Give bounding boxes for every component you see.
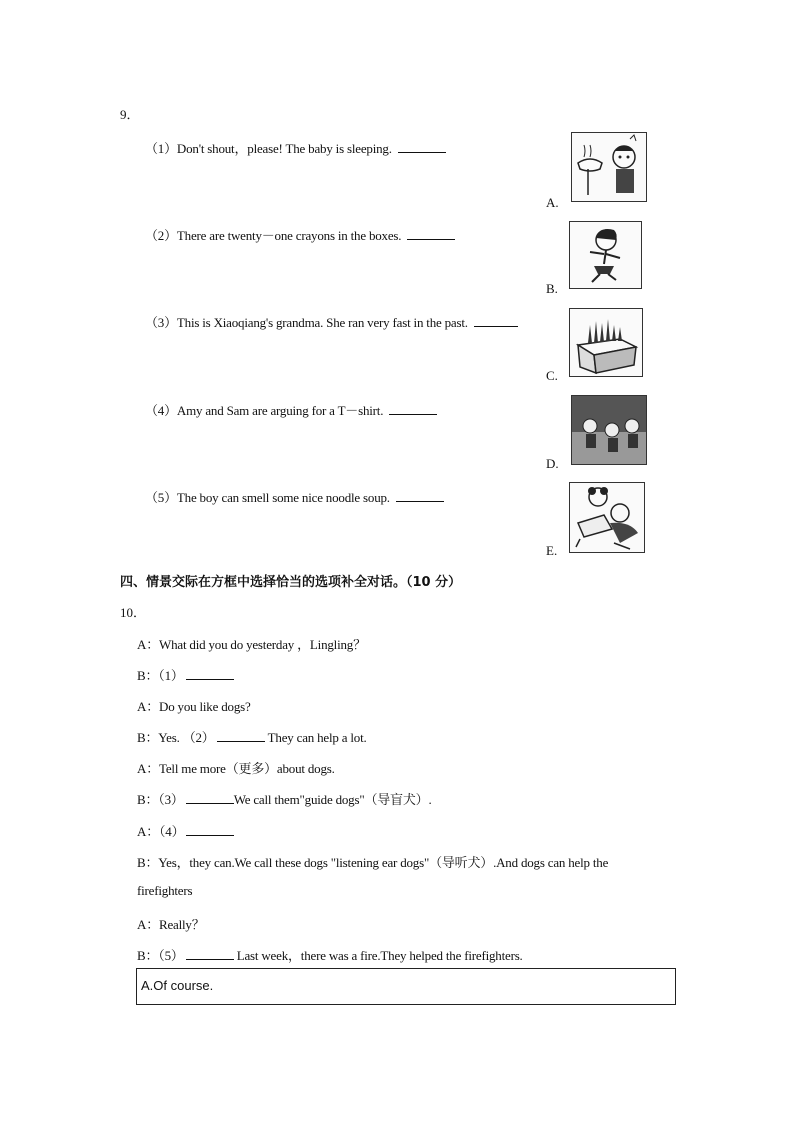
option-letter-e: E. [546,543,558,558]
question-number-10: 10． [120,605,147,620]
q9-item-text: （5）The boy can smell some nice noodle soup. [145,490,390,505]
dialogue-line [137,696,251,715]
dialogue-text: Yes，they can.We call these dogs "listening ear dogs"（导听犬）.And dogs can help the [158,855,609,870]
q9-item-text: （2）There are twenty－one crayons in the boxes. [145,228,402,243]
answer-blank[interactable] [186,823,234,836]
speaker-label: A： [137,761,159,776]
question-number-9: 9． [120,107,140,122]
q9-item-2 [145,225,455,244]
option-letter-c: C. [546,368,558,383]
dialogue-text: They can help a lot. [264,730,367,745]
answer-blank[interactable] [186,947,234,960]
boy-smelling-soup-icon [571,132,647,202]
dialogue-line [137,727,367,746]
answer-blank[interactable] [396,489,444,502]
option-a: A.Of course. [141,978,214,993]
q9-item-4 [145,400,437,419]
speaker-label: B： [137,948,159,963]
speaker-label: B： [137,792,159,807]
answer-blank[interactable] [474,314,518,327]
q9-item-5 [145,487,444,506]
q9-item-1 [145,138,446,157]
speaker-label: B： [137,855,159,870]
dialogue-text: What did you do yesterday ，Lingling？ [159,637,366,652]
speaker-label: A： [137,699,159,714]
crayon-box-icon [569,308,643,377]
q9-item-text: （1）Don't shout，please! The baby is sleeping. [145,141,392,156]
speaker-label: A： [137,824,159,839]
answer-blank[interactable] [217,729,265,742]
dialogue-line [137,665,234,684]
dialogue-line [137,914,205,933]
dialogue-text: Yes. （2） [158,730,215,745]
option-letter-b: B. [546,281,558,296]
dialogue-line [137,634,366,653]
dialogue-text: （4） [159,824,185,839]
dialogue-line [137,883,192,899]
answer-blank[interactable] [398,140,446,153]
dialogue-line [137,945,523,964]
answer-blank[interactable] [407,227,455,240]
speaker-label: B： [137,730,159,745]
dialogue-text: Do you like dogs? [159,699,251,714]
dialogue-text: Last week，there was a fire.They helped the firefighters. [233,948,523,963]
option-letter-a: A. [546,195,559,210]
girl-running-icon [569,221,642,289]
speaker-label: A： [137,917,159,932]
dialogue-text: Tell me more（更多）about dogs. [159,761,335,776]
dialogue-text: firefighters [137,883,193,898]
dialogue-text: （3） [158,792,184,807]
kids-playing-icon [571,395,647,465]
dialogue-line [137,758,335,777]
section-heading: 四、情景交际在方框中选择恰当的选项补全对话。（10 分） [120,575,462,590]
answer-blank[interactable] [186,791,234,804]
dialogue-text: We call them"guide dogs"（导盲犬）. [233,792,432,807]
q9-item-text: （3）This is Xiaoqiang's grandma. She ran very fast in the past. [145,315,468,330]
dialogue-text: Really？ [159,917,205,932]
answer-blank[interactable] [389,402,437,415]
dialogue-text: （5） [158,948,184,963]
speaker-label: B： [137,668,159,683]
q9-item-3 [145,312,518,331]
speaker-label: A： [137,637,159,652]
dialogue-text: （1） [158,668,184,683]
dialogue-line [137,821,234,840]
q9-item-text: （4）Amy and Sam are arguing for a T－shirt. [145,403,384,418]
options-box [136,968,676,1005]
option-letter-d: D. [546,456,559,471]
dialogue-line [137,789,432,808]
dialogue-line [137,852,608,871]
answer-blank[interactable] [186,667,234,680]
kids-arguing-icon [569,482,645,553]
